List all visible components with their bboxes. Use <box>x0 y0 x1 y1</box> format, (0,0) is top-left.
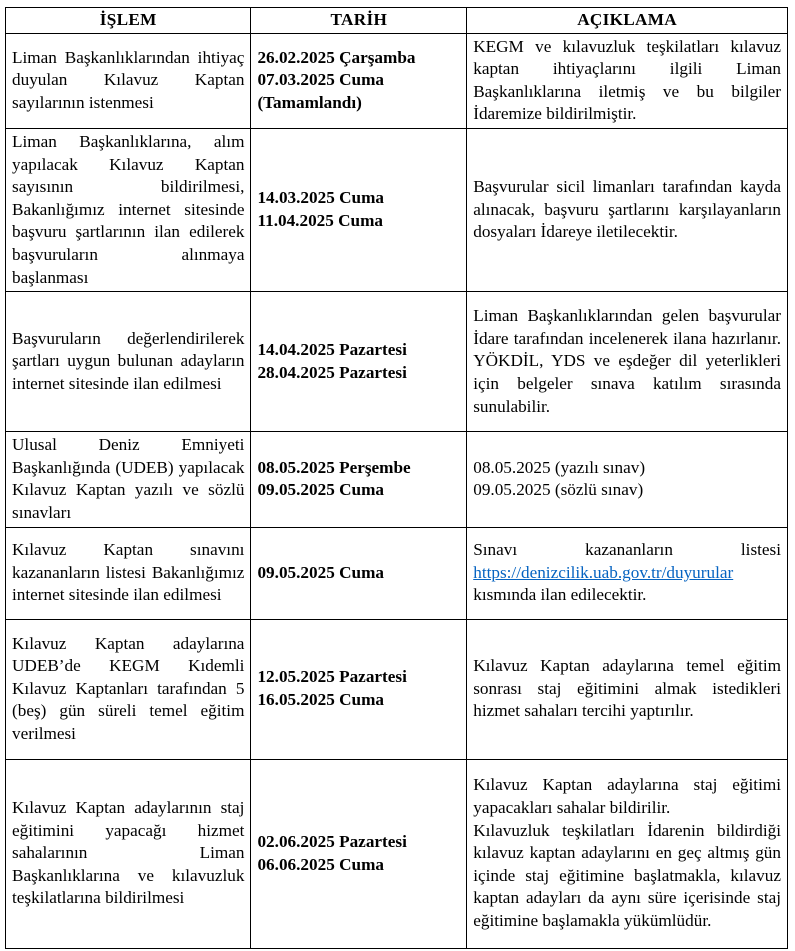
header-row <box>6 8 788 34</box>
cell-tarih <box>251 432 467 527</box>
cell-tarih <box>251 619 467 759</box>
table-row <box>6 432 788 527</box>
date-line: 14.04.2025 Pazartesi <box>257 340 407 360</box>
date-line: 09.05.2025 Cuma <box>257 480 384 500</box>
date-line: 26.02.2025 Çarşamba <box>257 47 416 67</box>
description-text: 09.05.2025 (sözlü sınav) <box>473 480 644 500</box>
date-line: 06.06.2025 Cuma <box>257 854 384 874</box>
description-text: Kılavuz Kaptan adaylarına temel eğitim sonrası staj eğitimini almak istedikleri hizmet sahaları tercihi yaptırılır. <box>473 656 781 721</box>
date-line: 11.04.2025 Cuma <box>257 211 384 231</box>
description-text: Sınavı kazananların listesi <box>473 540 781 560</box>
description-text: 08.05.2025 (yazılı sınav) <box>473 457 646 477</box>
date-line: 09.05.2025 Cuma <box>257 562 384 582</box>
cell-aciklama <box>467 759 788 948</box>
cell-islem: Kılavuz Kaptan sınavını kazananların listesi Bakanlığımız internet sitesinde ilan edilmesi <box>6 527 251 619</box>
table-row <box>6 619 788 759</box>
date-line: 12.05.2025 Pazartesi <box>257 667 407 687</box>
date-line: 07.03.2025 Cuma <box>257 70 384 90</box>
cell-aciklama <box>467 527 788 619</box>
description-text: KEGM ve kılavuzluk teşkilatları kılavuz kaptan ihtiyaçlarını ilgili Liman Başkanlıklarına iletmiş ve bu bilgiler İdaremize bildirilmiştir. <box>473 36 781 124</box>
cell-islem: Liman Başkanlıklarından ihtiyaç duyulan Kılavuz Kaptan sayılarının istenmesi <box>6 33 251 128</box>
schedule-table <box>5 7 788 949</box>
cell-tarih <box>251 292 467 432</box>
cell-tarih <box>251 128 467 291</box>
cell-islem: Kılavuz Kaptan adaylarının staj eğitimini yapacağı hizmet sahalarının Liman Başkanlıklarına ve kılavuzluk teşkilatlarına bildirilmesi <box>6 759 251 948</box>
date-line: 08.05.2025 Perşembe <box>257 457 411 477</box>
header-tarih: TARİH <box>251 8 467 34</box>
date-line: 28.04.2025 Pazartesi <box>257 362 407 382</box>
description-text: kısmında ilan edilecektir. <box>473 585 647 605</box>
header-aciklama: AÇIKLAMA <box>467 8 788 34</box>
description-text: Kılavuz Kaptan adaylarına staj eğitimi yapacakları sahalar bildirilir. <box>473 775 781 818</box>
table-row <box>6 33 788 128</box>
duyurular-link[interactable]: https://denizcilik.uab.gov.tr/duyurular <box>473 562 734 582</box>
table-row <box>6 527 788 619</box>
description-text: Liman Başkanlıklarından gelen başvurular İdare tarafından incelenerek ilana hazırlanır. YÖKDİL, YDS ve eşdeğer dil yeterlikleri için belgeler sınava katılım sırasında sunulabilir. <box>473 306 781 416</box>
cell-tarih <box>251 527 467 619</box>
cell-aciklama <box>467 292 788 432</box>
status-note: (Tamamlandı) <box>257 93 362 113</box>
cell-islem: Ulusal Deniz Emniyeti Başkanlığında (UDEB) yapılacak Kılavuz Kaptan yazılı ve sözlü sınavları <box>6 432 251 527</box>
cell-aciklama <box>467 432 788 527</box>
cell-islem: Başvuruların değerlendirilerek şartları uygun bulunan adayların internet sitesinde ilan edilmesi <box>6 292 251 432</box>
cell-tarih <box>251 33 467 128</box>
cell-tarih <box>251 759 467 948</box>
table-row <box>6 292 788 432</box>
table-row <box>6 759 788 948</box>
cell-islem: Kılavuz Kaptan adaylarına UDEB’de KEGM Kıdemli Kılavuz Kaptanları tarafından 5 (beş) gün süreli temel eğitim verilmesi <box>6 619 251 759</box>
header-islem: İŞLEM <box>6 8 251 34</box>
cell-aciklama <box>467 128 788 291</box>
description-text: Başvurular sicil limanları tarafından kayda alınacak, başvuru şartlarını karşılayanların dosyaları İdareye iletilecektir. <box>473 177 781 242</box>
date-line: 16.05.2025 Cuma <box>257 690 384 709</box>
cell-aciklama <box>467 619 788 759</box>
cell-aciklama <box>467 33 788 128</box>
date-line: 02.06.2025 Pazartesi <box>257 831 407 851</box>
cell-islem: Liman Başkanlıklarına, alım yapılacak Kılavuz Kaptan sayısının bildirilmesi, Bakanlığımız internet sitesinde başvuru şartlarının ilan edilerek başvuruların alınmaya başlanması <box>6 128 251 291</box>
date-line: 14.03.2025 Cuma <box>257 188 384 208</box>
description-text: Kılavuzluk teşkilatları İdarenin bildirdiği kılavuz kaptan adaylarını en geç altmış gün içinde staj eğitimine başlatmakla, kılavuz kaptan adayları da aynı süre içerisinde staj eğitimine başlamakla yükümlüdür. <box>473 820 781 930</box>
table-row <box>6 128 788 291</box>
